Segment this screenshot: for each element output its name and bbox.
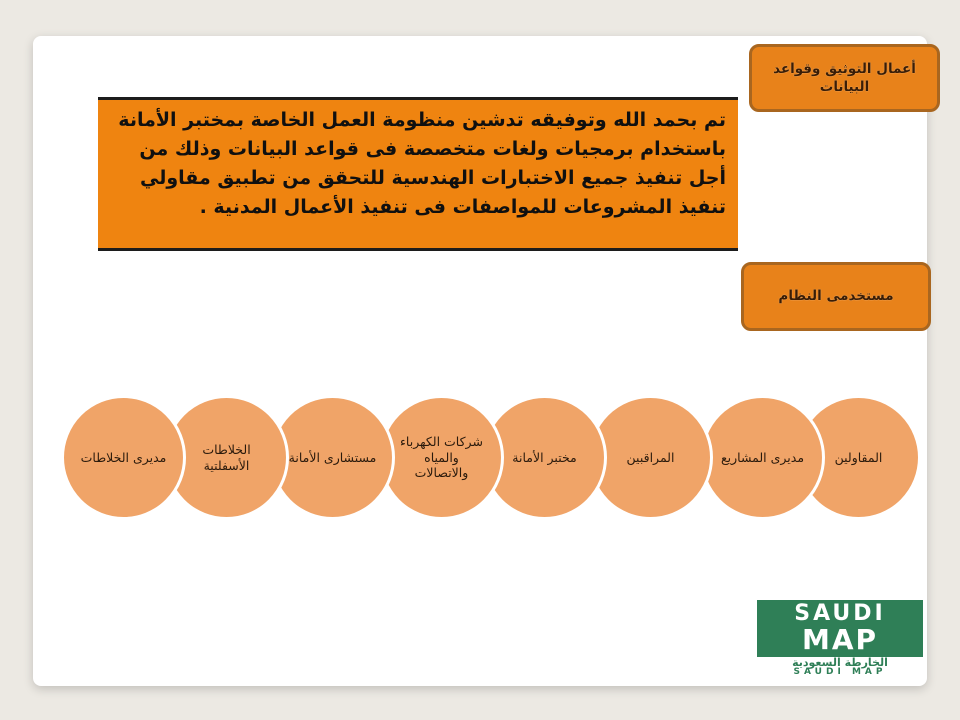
user-circle-utilities	[379, 395, 504, 520]
user-circle-label: مختبر الأمانة	[512, 449, 577, 465]
logo-green-panel	[757, 600, 923, 657]
system-users-button[interactable]	[741, 262, 931, 331]
user-circle-plant-managers	[61, 395, 186, 520]
logo-word-map: MAP	[801, 623, 879, 656]
documentation-databases-label: أعمال التوثيق وقواعد البيانات	[773, 60, 916, 95]
user-circle-label: مستشارى الأمانة	[288, 449, 377, 465]
user-circle-label: مديرى المشاريع	[720, 449, 805, 465]
logo-word-saudi: SAUDI	[794, 601, 886, 626]
user-circle-label: المراقبين	[626, 449, 675, 465]
user-circle-label: المقاولين	[834, 449, 883, 465]
user-circle-project-managers	[700, 395, 825, 520]
logo-english-text: SAUDI MAP	[793, 667, 887, 677]
user-circle-label: الخلاطات الأسفلتية	[202, 441, 251, 473]
logo-arabic-text: الخارطة السعودية	[792, 656, 888, 669]
user-circle-label: مديرى الخلاطات	[80, 449, 167, 465]
announcement-text-box	[98, 97, 738, 251]
documentation-databases-button[interactable]	[749, 44, 940, 112]
user-circle-label: شركات الكهرباء والمياه والاتصالات	[400, 434, 483, 481]
saudi-map-logo	[757, 600, 923, 677]
system-users-label: مستخدمى النظام	[778, 288, 894, 305]
announcement-text: تم بحمد الله وتوفيقه تدشين منظومة العمل الخاصة بمختبر الأمانة باستخدام برمجيات ولغات متخصصة فى قواعد البيانات وذلك من أجل تنفيذ جميع الاختبارات الهندسية للتحقق من تطبيق مقاولي تنفيذ المشروعات للمواصفات فى تنفيذ الأعمال المدنية .	[118, 109, 726, 218]
